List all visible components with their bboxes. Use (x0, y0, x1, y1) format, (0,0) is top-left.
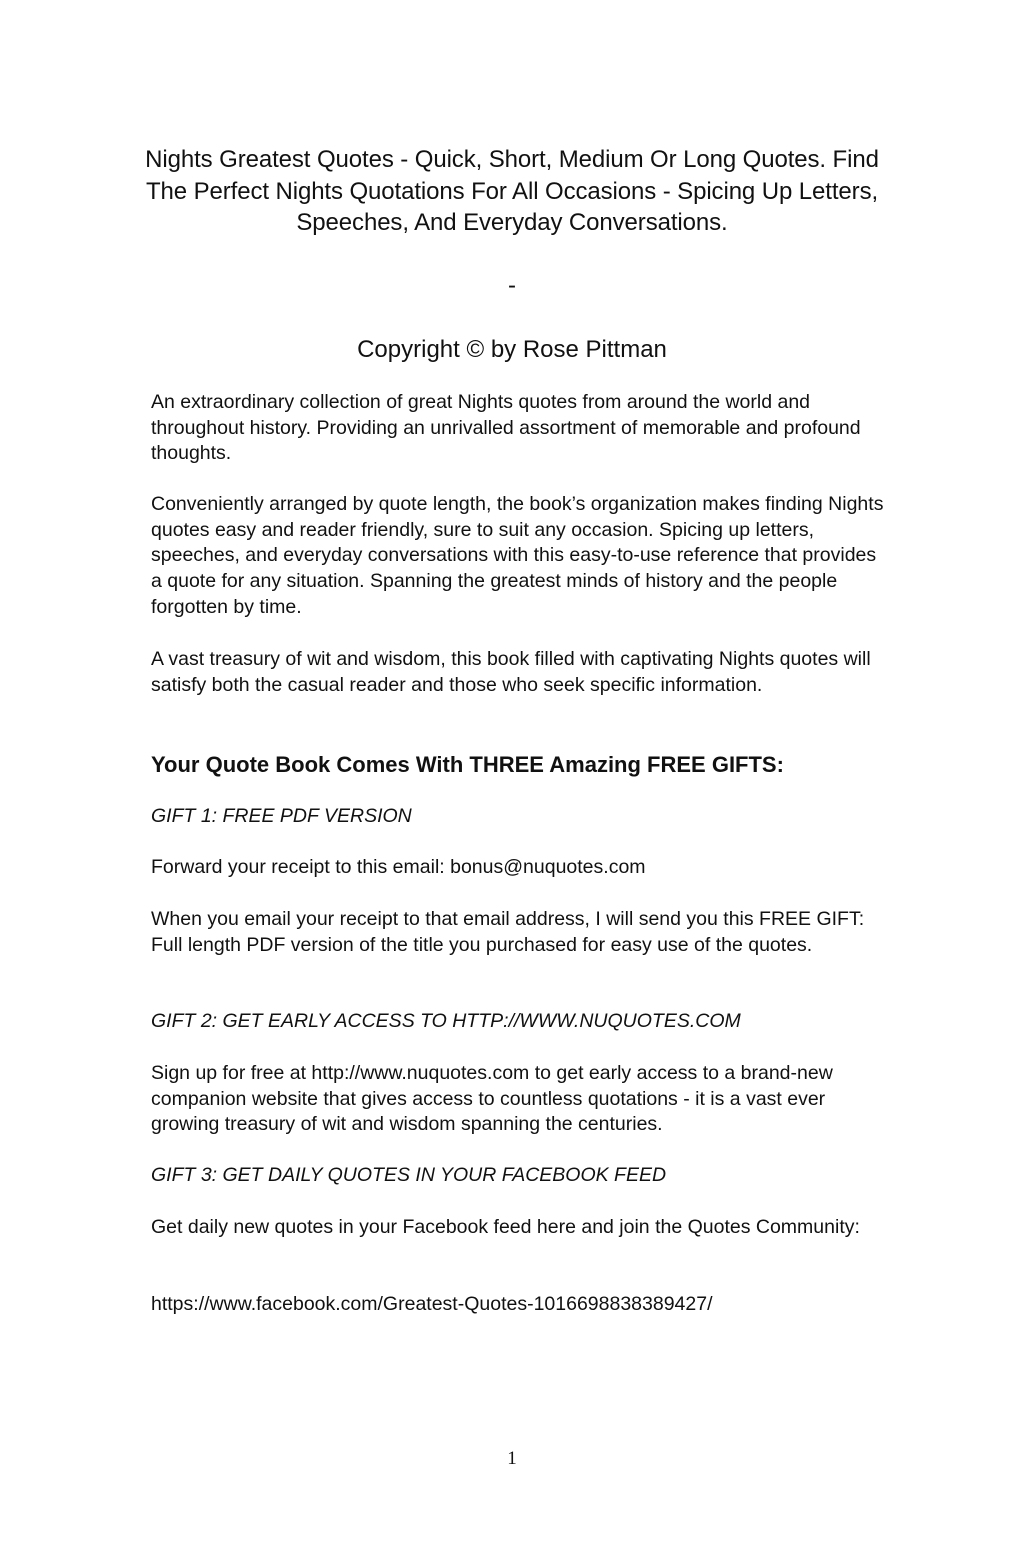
gift-1-email-line: Forward your receipt to this email: bonus@nuquotes.com (151, 856, 646, 878)
paragraph-intro: An extraordinary collection of great Nights quotes from around the world and throughout history. Providing an unrivalled assortment of memorable and profound thoughts. (151, 391, 861, 465)
copyright-line: Copyright © by Rose Pittman (357, 336, 667, 363)
gift-3-title: GIFT 3: GET DAILY QUOTES IN YOUR FACEBOOK FEED (151, 1164, 667, 1186)
gift-1-description: When you email your receipt to that email address, I will send you this FREE GIFT: Full length PDF version of the title you purchased for easy use of the quotes. (151, 908, 865, 956)
gift-3-description: Get daily new quotes in your Facebook feed here and join the Quotes Community: (151, 1216, 860, 1238)
gift-2-title: GIFT 2: GET EARLY ACCESS TO HTTP://WWW.NUQUOTES.COM (151, 1010, 741, 1032)
title-separator: - (508, 272, 516, 299)
gift-1-title: GIFT 1: FREE PDF VERSION (151, 805, 412, 827)
gifts-heading: Your Quote Book Comes With THREE Amazing FREE GIFTS: (151, 752, 784, 777)
page-number: 1 (507, 1448, 517, 1469)
paragraph-organization: Conveniently arranged by quote length, the book’s organization makes finding Nights quotes easy and reader friendly, sure to suit any occasion. Spicing up letters, speeches, and everyday conversations with this easy-to-use reference that provides a quote for any situation. Spanning the greatest minds of history and the people forgotten by time. (151, 493, 884, 618)
gift-2-description: Sign up for free at http://www.nuquotes.com to get early access to a brand-new companion website that gives access to countless quotations - it is a vast ever growing treasury of wit and wisdom spanning the centuries. (151, 1062, 833, 1136)
book-title: Nights Greatest Quotes - Quick, Short, Medium Or Long Quotes. Find The Perfect Nights Quotations For All Occasions - Spicing Up Letters, Speeches, And Everyday Conversations. (145, 146, 879, 236)
paragraph-treasury: A vast treasury of wit and wisdom, this book filled with captivating Nights quotes will satisfy both the casual reader and those who seek specific information. (151, 648, 871, 696)
facebook-link[interactable]: https://www.facebook.com/Greatest-Quotes-1016698838389427/ (151, 1293, 713, 1315)
